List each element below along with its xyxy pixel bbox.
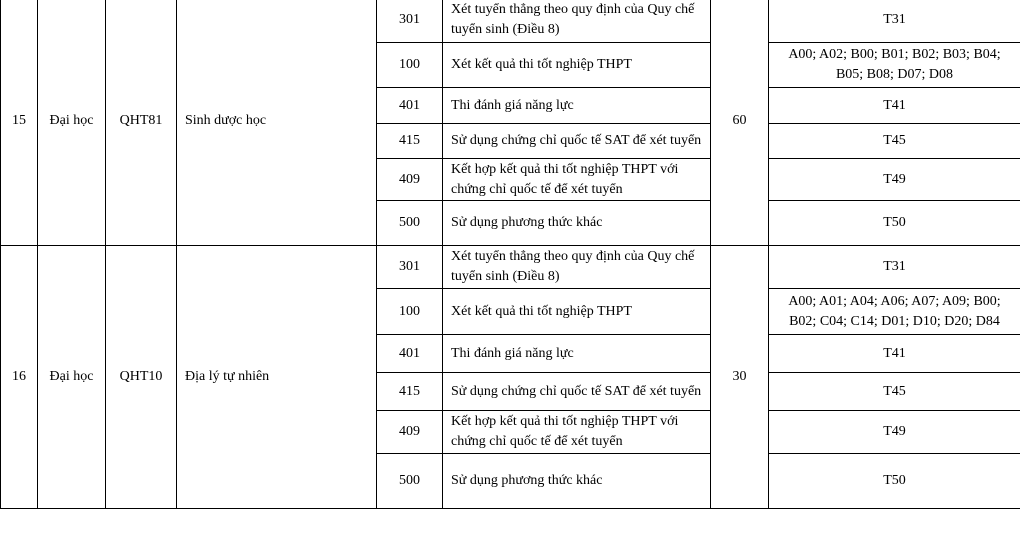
subject-combination: T50 [769,201,1020,246]
row-number: 15 [1,0,38,246]
subject-combination: A00; A02; B00; B01; B02; B03; B04; B05; B08; D07; D08 [769,43,1020,88]
method-code: 415 [377,373,443,411]
major-name: Sinh dược học [177,0,377,246]
subject-combination: T31 [769,0,1020,43]
method-code: 100 [377,43,443,88]
method-name: Sử dụng chứng chỉ quốc tế SAT để xét tuyển [443,373,711,411]
method-code: 500 [377,201,443,246]
method-name: Kết hợp kết quả thi tốt nghiệp THPT với chứng chỉ quốc tế để xét tuyển [443,411,711,454]
method-code: 500 [377,454,443,509]
subject-combination: T49 [769,411,1020,454]
quota: 30 [711,246,769,509]
method-name: Xét tuyển thẳng theo quy định của Quy chế tuyển sinh (Điều 8) [443,0,711,43]
method-name: Kết hợp kết quả thi tốt nghiệp THPT với chứng chỉ quốc tế để xét tuyển [443,159,711,201]
subject-combination: T41 [769,88,1020,124]
subject-combination: T41 [769,335,1020,373]
subject-combination: A00; A01; A04; A06; A07; A09; B00; B02; C04; C14; D01; D10; D20; D84 [769,289,1020,335]
method-code: 100 [377,289,443,335]
method-name: Xét tuyển thẳng theo quy định của Quy chế tuyển sinh (Điều 8) [443,246,711,289]
subject-combination: T45 [769,373,1020,411]
method-name: Xét kết quả thi tốt nghiệp THPT [443,289,711,335]
major-code: QHT10 [106,246,177,509]
major-code: QHT81 [106,0,177,246]
subject-combination: T49 [769,159,1020,201]
major-name: Địa lý tự nhiên [177,246,377,509]
row-number: 16 [1,246,38,509]
method-name: Thi đánh giá năng lực [443,335,711,373]
subject-combination: T50 [769,454,1020,509]
method-code: 409 [377,159,443,201]
education-level: Đại học [38,0,106,246]
method-code: 415 [377,124,443,159]
method-name: Sử dụng phương thức khác [443,454,711,509]
education-level: Đại học [38,246,106,509]
method-code: 401 [377,335,443,373]
method-name: Xét kết quả thi tốt nghiệp THPT [443,43,711,88]
subject-combination: T31 [769,246,1020,289]
method-code: 401 [377,88,443,124]
method-name: Sử dụng phương thức khác [443,201,711,246]
method-code: 301 [377,246,443,289]
method-name: Thi đánh giá năng lực [443,88,711,124]
table-row [1,0,1020,43]
method-code: 409 [377,411,443,454]
method-name: Sử dụng chứng chỉ quốc tế SAT để xét tuyển [443,124,711,159]
quota: 60 [711,0,769,246]
method-code: 301 [377,0,443,43]
subject-combination: T45 [769,124,1020,159]
table-row [1,246,1020,289]
